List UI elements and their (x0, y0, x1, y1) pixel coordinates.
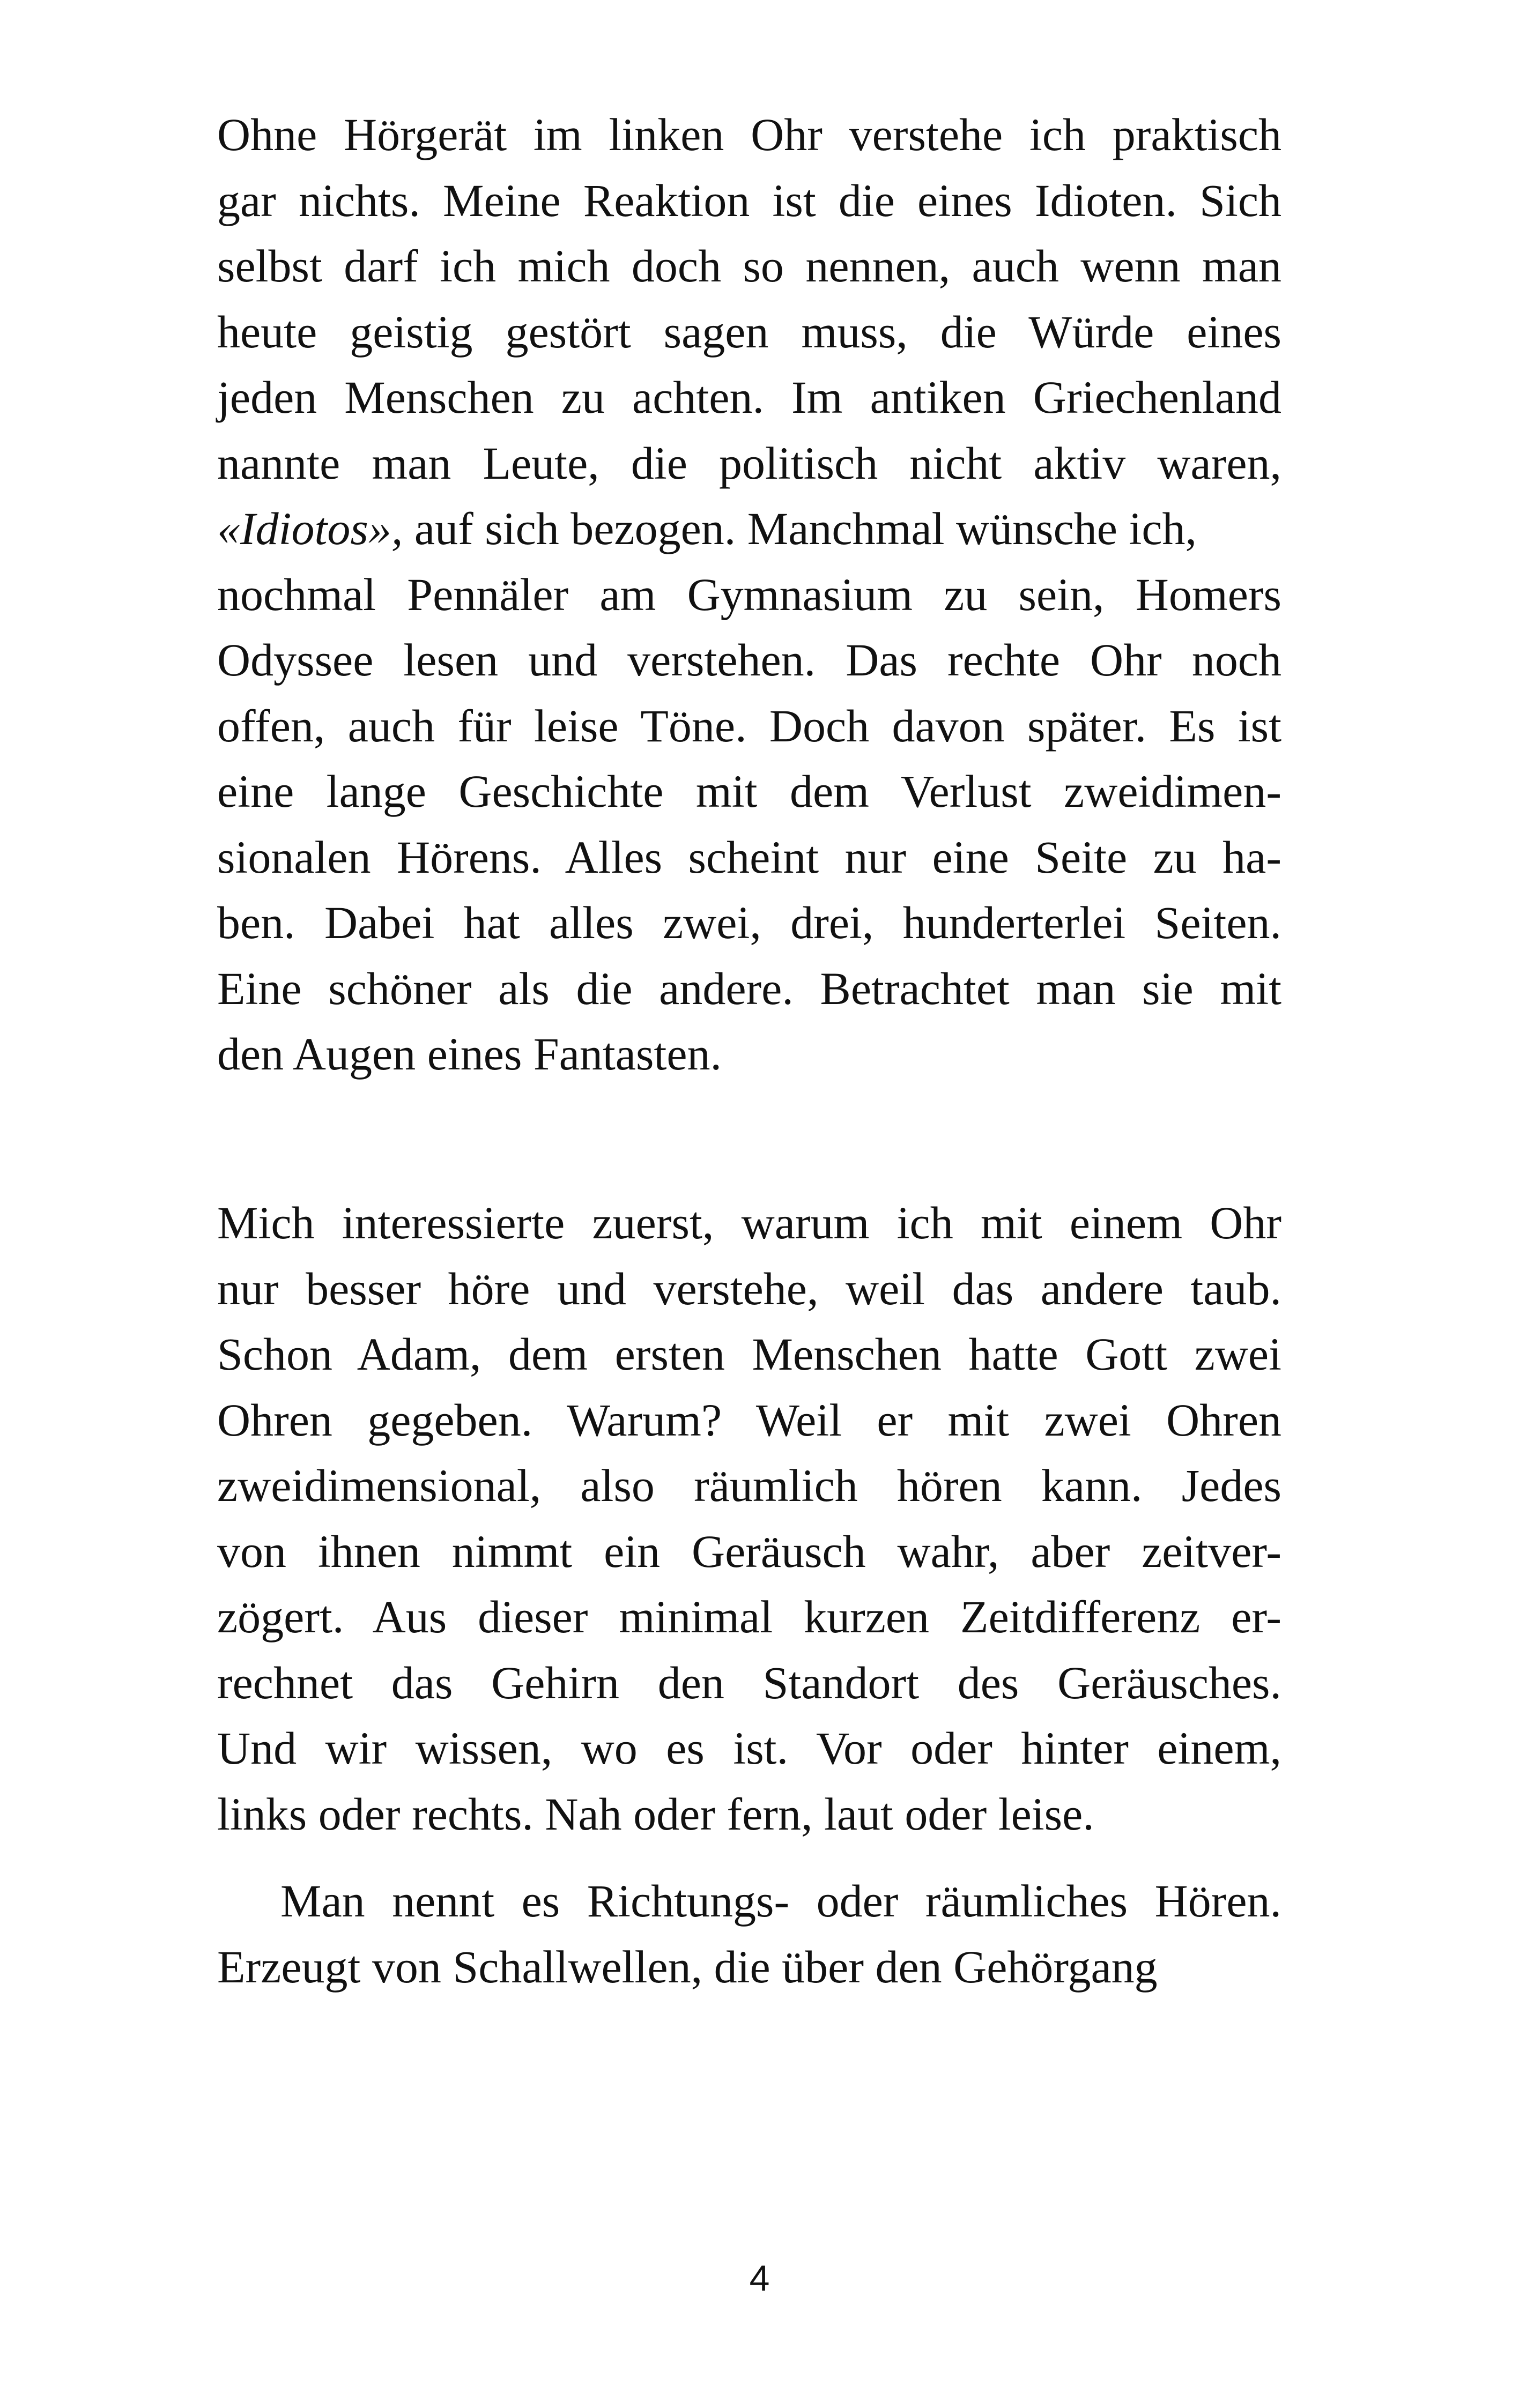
text-line: selbst darf ich mich doch so nennen, auch wenn man (217, 240, 1281, 292)
text-line: den Augen eines Fantasten. (217, 1028, 722, 1080)
text-line: von ihnen nimmt ein Geräusch wahr, aber zeitver- (217, 1525, 1281, 1577)
text-line: Erzeugt von Schallwellen, die über den Gehörgang (217, 1941, 1158, 1993)
text-line: gar nichts. Meine Reaktion ist die eines Idioten. Sich (217, 174, 1281, 226)
text-line: Schon Adam, dem ersten Menschen hatte Gott zwei (217, 1328, 1281, 1380)
text-line: sionalen Hörens. Alles scheint nur eine Seite zu ha- (217, 831, 1281, 883)
text-line: nur besser höre und verstehe, weil das andere taub. (217, 1262, 1281, 1314)
text-line: nochmal Pennäler am Gymnasium zu sein, Homers (217, 568, 1281, 620)
text-line: Und wir wissen, wo es ist. Vor oder hinter einem, (217, 1722, 1281, 1774)
paragraph-gap (217, 1847, 1281, 1868)
text-line: offen, auch für leise Töne. Doch davon später. Es ist (217, 700, 1281, 752)
text-line-rest: auf sich bezogen. Manchmal wünsche ich, (414, 503, 1197, 554)
text-line: nannte man Leute, die politisch nicht aktiv waren, (217, 437, 1281, 489)
page-number: 4 (749, 2258, 770, 2299)
paragraph-2 (217, 1190, 1281, 2000)
text-line: ben. Dabei hat alles zwei, drei, hunderterlei Seiten. (217, 897, 1281, 948)
text-line: Ohne Hörgerät im linken Ohr verstehe ich praktisch (217, 109, 1281, 160)
text-line-with-italic (217, 496, 1281, 562)
text-line: zögert. Aus dieser minimal kurzen Zeitdifferenz er- (217, 1591, 1281, 1643)
text-line: Man nennt es Richtungs- oder räumliches Hören. (280, 1875, 1281, 1927)
text-line: Odyssee lesen und verstehen. Das rechte Ohr noch (217, 634, 1281, 686)
text-line: eine lange Geschichte mit dem Verlust zweidimen- (217, 765, 1281, 817)
text-line: zweidimensional, also räumlich hören kann. Jedes (217, 1460, 1281, 1511)
text-line: jeden Menschen zu achten. Im antiken Griechenland (217, 371, 1281, 423)
italic-term: «Idiotos», (217, 503, 403, 554)
text-line: Mich interessierte zuerst, warum ich mit einem Ohr (217, 1197, 1281, 1248)
paragraph-1 (217, 102, 1281, 1087)
text-line: Eine schöner als die andere. Betrachtet man sie mit (217, 962, 1281, 1014)
text-line: rechnet das Gehirn den Standort des Geräusches. (217, 1656, 1281, 1708)
text-line: heute geistig gestört sagen muss, die Würde eines (217, 306, 1281, 358)
text-line: Ohren gegeben. Warum? Weil er mit zwei Ohren (217, 1394, 1281, 1446)
text-line: links oder rechts. Nah oder fern, laut oder leise. (217, 1788, 1094, 1840)
